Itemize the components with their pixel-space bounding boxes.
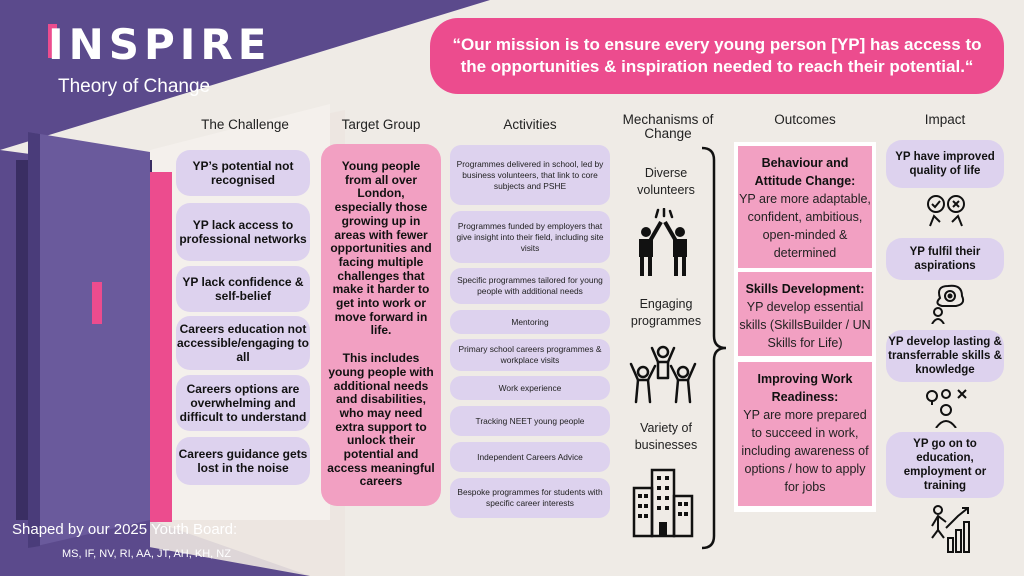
- mechanism-label: Engaging programmes: [630, 297, 702, 328]
- impact-item: YP fulfil their aspirations: [886, 238, 1004, 280]
- header-outcomes: Outcomes: [774, 112, 836, 127]
- activity-item: Programmes funded by employers that give insight into their field, including site visits: [450, 211, 610, 263]
- outcome-card: [738, 146, 872, 268]
- activity-item: Specific programmes tailored for young people with additional needs: [450, 268, 610, 304]
- challenge-item: Careers education not accessible/engaging to all: [176, 316, 310, 370]
- activity-item: Primary school careers programmes & workplace visits: [450, 339, 610, 371]
- inspire-logo: INSPIRE: [48, 20, 272, 69]
- growth-chart-icon: [928, 502, 972, 554]
- header-mechanisms: Mechanisms of Change: [622, 112, 714, 141]
- high-five-icon: [630, 208, 696, 278]
- youth-board-initials: MS, IF, NV, RI, AA, JT, AH, KH, NZ: [62, 548, 231, 560]
- activity-item: Work experience: [450, 376, 610, 400]
- outcome-card: [738, 272, 872, 356]
- outcome-title: Skills Development:: [745, 282, 865, 296]
- target-group-text: This includes young people with additional needs and disabilities, who may need extra support to unlock their potential and access meaningful careers: [327, 351, 435, 489]
- challenge-item: YP lack access to professional networks: [176, 203, 310, 261]
- activity-item: Programmes delivered in school, led by business volunteers, that link to core subjects and PSHE: [450, 145, 610, 205]
- skills-person-icon: [924, 386, 970, 428]
- outcome-body: YP are more prepared to succeed in work, including awareness of options / how to apply for jobs: [741, 408, 869, 494]
- mechanism-label: Diverse volunteers: [637, 166, 695, 197]
- header-impact: Impact: [924, 112, 966, 127]
- challenge-item: Careers guidance gets lost in the noise: [176, 437, 310, 485]
- impact-item: YP develop lasting & transferrable skills & knowledge: [886, 330, 1004, 382]
- outcome-body: YP are more adaptable, confident, ambitious, open-minded & determined: [739, 192, 871, 260]
- mission-statement: “Our mission is to ensure every young person [YP] has access to the opportunities & inspiration needed to reach their potential.“: [430, 18, 1004, 94]
- outcome-body: YP develop essential skills (SkillsBuilder / UN Skills for Life): [739, 300, 871, 350]
- outcome-title: Improving Work Readiness:: [757, 372, 853, 404]
- target-group-text: Young people from all over London, especially those growing up in areas with fewer opportunities and facing multiple challenges that make it harder to get into work or move forward in life.: [330, 159, 432, 338]
- office-buildings-icon: [630, 466, 696, 538]
- activity-item: Bespoke programmes for students with specific career interests: [450, 478, 610, 518]
- header-target: Target Group: [341, 117, 421, 132]
- challenge-item: Careers options are overwhelming and difficult to understand: [176, 375, 310, 431]
- header-challenge: The Challenge: [201, 117, 289, 132]
- target-group-panel: [321, 144, 441, 506]
- choice-check-cross-icon: [924, 192, 968, 228]
- thinking-target-icon: [928, 282, 968, 324]
- youth-board-credit: Shaped by our 2025 Youth Board:: [12, 521, 238, 538]
- outcome-title: Behaviour and Attitude Change:: [754, 156, 856, 188]
- curly-brace-icon: [700, 146, 730, 550]
- impact-item: YP go on to education, employment or training: [886, 432, 1004, 498]
- page-subtitle: Theory of Change: [58, 76, 211, 97]
- activity-item: Mentoring: [450, 310, 610, 334]
- challenge-item: YP’s potential not recognised: [176, 150, 310, 196]
- activity-item: Independent Careers Advice: [450, 442, 610, 472]
- impact-item: YP have improved quality of life: [886, 140, 1004, 188]
- outcome-card: [738, 362, 872, 506]
- challenge-item: YP lack confidence & self-belief: [176, 266, 310, 312]
- header-activities: Activities: [503, 117, 557, 132]
- celebrating-group-icon: [628, 344, 698, 406]
- mechanism-label: Variety of businesses: [634, 421, 698, 452]
- activity-item: Tracking NEET young people: [450, 406, 610, 436]
